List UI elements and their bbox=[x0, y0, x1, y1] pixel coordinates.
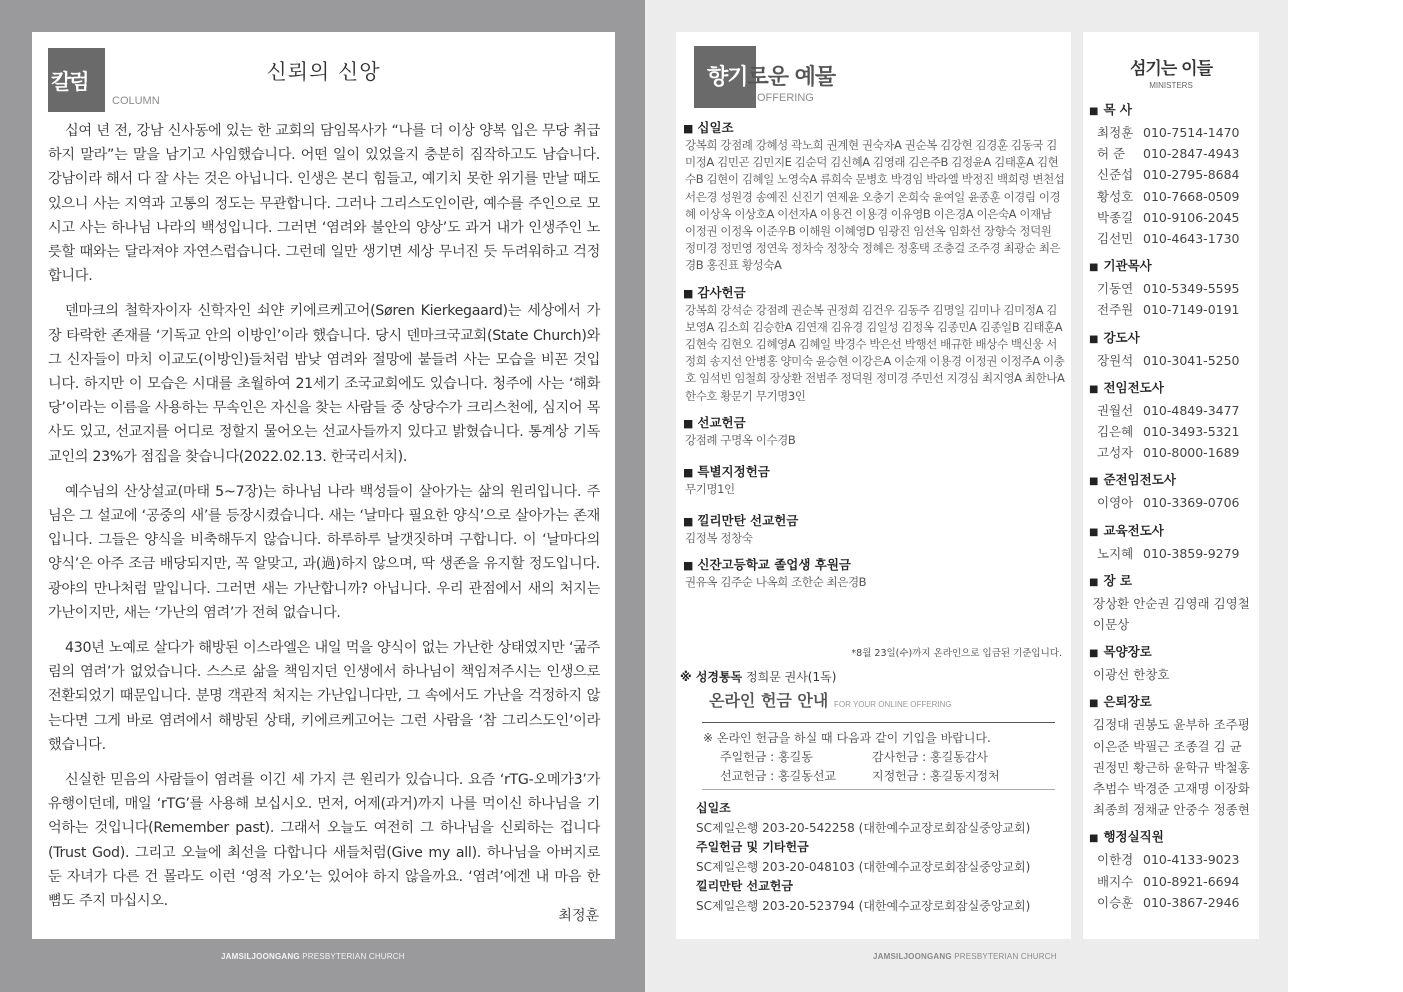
minister-phone: 010-3041-5250 bbox=[1143, 352, 1240, 368]
elder-names: 이광선 한창호 bbox=[1093, 667, 1170, 683]
online-offering-title: 온라인 헌금 안내 bbox=[709, 691, 829, 710]
minister-name: 이한경 bbox=[1097, 852, 1134, 868]
minister-group bbox=[1089, 692, 1255, 820]
section-heading: ■ 선교헌금 bbox=[683, 414, 1065, 432]
minister-row bbox=[1089, 849, 1255, 870]
offering-sub: OFFERING bbox=[757, 92, 814, 104]
minister-group-heading: ■ 목 사 bbox=[1089, 100, 1255, 122]
minister-row bbox=[1089, 143, 1255, 164]
elder-names: 권정민 황근하 윤학규 박철홍 bbox=[1093, 759, 1250, 775]
column-panel bbox=[32, 32, 615, 939]
minister-group bbox=[1089, 100, 1255, 249]
minister-name: 권월선 bbox=[1097, 402, 1134, 418]
format-item: 지정헌금 : 홍길동지정처 bbox=[872, 769, 1000, 783]
minister-phone: 010-2847-4943 bbox=[1143, 146, 1240, 162]
column-paragraph: 덴마크의 철학자이자 신학자인 쇠얀 키에르케고어(Søren Kierkegaard)는 세상에서 가장 타락한 존재를 ‘기독교 안의 이방인’이라 했습니다. 당시 덴마크국교회(State Church)와 그 신자들이 마치 이교도(이방인)들처럼 밤낮 염려와 절망에 붙들려 사는 모습을 비꼰 것입니다. 하지만 이 모습은 시대를 초월하여 21세기 조국교회에도 있습니다. 청주에 사는 ‘해화당’이라는 이름을 사용하는 무속인은 자신을 찾는 사람들 중 상당수가 크리스천에, 심지어 목사도 있고, 선교지를 어디로 정할지 물어오는 선교사들까지 있다고 밝혔습니다. 통계상 기독교인의 23%가 점집을 찾습니다(2022.02.13. 한국리서치). bbox=[48, 303, 600, 465]
ministers-panel bbox=[1083, 32, 1259, 939]
minister-row bbox=[1089, 421, 1255, 442]
format-row bbox=[720, 767, 1024, 786]
minister-row bbox=[1089, 299, 1255, 320]
minister-row bbox=[1089, 122, 1255, 143]
section-names: 권유옥 김주순 나옥희 조한순 최은경B bbox=[685, 575, 867, 590]
minister-group bbox=[1089, 256, 1255, 320]
minister-phone: 010-3369-0706 bbox=[1143, 495, 1240, 511]
format-item: 감사헌금 : 홍길동감사 bbox=[872, 750, 989, 764]
minister-group bbox=[1089, 571, 1255, 635]
footer-right bbox=[873, 952, 1057, 961]
section-heading: ■ 감사헌금 bbox=[683, 284, 1065, 302]
column-author: 최정훈 bbox=[558, 908, 599, 924]
minister-row bbox=[1089, 164, 1255, 185]
page-margin bbox=[1288, 0, 1403, 992]
minister-name: 장원석 bbox=[1097, 352, 1134, 368]
minister-phone: 010-8000-1689 bbox=[1143, 445, 1240, 461]
section-heading: ■ 십일조 bbox=[683, 119, 1065, 137]
minister-phone: 010-8921-6694 bbox=[1143, 873, 1240, 889]
minister-phone: 010-7149-0191 bbox=[1143, 302, 1240, 318]
minister-phone: 010-4643-1730 bbox=[1143, 231, 1240, 247]
minister-group-heading: ■ 교육전도사 bbox=[1089, 521, 1255, 543]
footer-church-suffix: PRESBYTERIAN CHURCH bbox=[299, 952, 405, 961]
offering-section bbox=[683, 556, 1065, 591]
online-intro: ※ 온라인 헌금을 하실 때 다음과 같이 기입을 바랍니다. bbox=[703, 731, 991, 745]
minister-name: 배지수 bbox=[1097, 873, 1134, 889]
minister-row bbox=[1089, 228, 1255, 249]
minister-group-heading: ■ 행정실직원 bbox=[1089, 827, 1255, 849]
footer-church-suffix: PRESBYTERIAN CHURCH bbox=[951, 952, 1057, 961]
minister-group-heading: ■ 준전임전도사 bbox=[1089, 470, 1255, 492]
minister-name: 허 준 bbox=[1097, 146, 1126, 162]
minister-group-heading: ■ 은퇴장로 bbox=[1089, 692, 1255, 714]
column-paragraph: 430년 노예로 살다가 해방된 이스라엘은 내일 먹을 양식이 없는 가난한 상태였지만 ‘굶주림의 염려’가 없었습니다. 스스로 삶을 책임지던 인생에서 하나님이 책임져주시는 인생으로 전환되었기 때문입니다. 분명 객관적 처지는 가난입니다만, 그 속에서도 가난을 걱정하지 않는다면 그게 바로 염려에서 해방된 상태, 키에르케고어는 그런 사람을 ‘참 그리스도인’이라 했습니다. bbox=[48, 640, 600, 753]
minister-phone: 010-7514-1470 bbox=[1143, 125, 1240, 140]
minister-group bbox=[1089, 642, 1255, 685]
column-paragraph: 신실한 믿음의 사람들이 염려를 이긴 세 가지 큰 원리가 있습니다. 요즘 ‘rTG-오메가3’가 유행이던데, 매일 ‘rTG’를 사용해 보십시오. 먼저, 어제(과거)까지 나를 먹이신 하나님을 기억하는 것입니다(Remember past). 그래서 오늘도 여전히 그 하나님을 신뢰하는 겁니다(Trust God). 그리고 오늘에 최선을 다합니다 새들처럼(Give my all). 하나님을 아버지로 둔 자녀가 다른 건 몰라도 이런 ‘영적 가오’는 있어야 하지 않을까요. ‘염려’에겐 내 마음 한 뼘도 주지 마십시오. bbox=[48, 772, 600, 910]
minister-phone: 010-3859-9279 bbox=[1143, 545, 1240, 561]
section-heading: ■ 낄리만탄 선교헌금 bbox=[683, 512, 1065, 530]
minister-group-heading: ■ 목양장로 bbox=[1089, 642, 1255, 664]
section-heading: ■ 신잔고등학교 졸업생 후원금 bbox=[683, 556, 1065, 574]
offering-sections bbox=[683, 119, 1065, 601]
minister-group bbox=[1089, 378, 1255, 464]
minister-group bbox=[1089, 328, 1255, 371]
offering-panel bbox=[676, 32, 1071, 939]
elder-names: 장상환 안순권 김영래 김영철 bbox=[1093, 595, 1250, 611]
elder-names: 이은준 박필근 조종걸 김 균 bbox=[1093, 738, 1242, 754]
bank-label: 낄리만탄 선교헌금 bbox=[696, 879, 793, 893]
minister-row bbox=[1089, 892, 1255, 913]
online-format-grid bbox=[720, 748, 1024, 786]
ministers-list bbox=[1089, 100, 1255, 920]
footer-left bbox=[221, 952, 405, 961]
column-paragraph: 십여 년 전, 강남 신사동에 있는 한 교회의 담임목사가 “나를 더 이상 양복 입은 무당 취급하지 말라”는 말을 남기고 사임했습니다. 어떤 일이 있었을지 충분히 짐작하고도 남습니다. 강남이라 해서 다 잘 사는 것은 아닙니다. 인생은 본디 힘들고, 예기치 못한 위기를 만날 때도 있으니 사는 지역과 고통의 정도는 무관합니다. 그러나 그리스도인이란, 예수를 주인으로 모시고 사는 하나님 나라의 백성입니다. 그러면 ‘염려와 불안의 양상’도 과거 내가 인생주인 노릇할 때와는 달라져야 자연스럽습니다. 그런데 일만 생기면 세상 무너진 듯 두려워하고 걱정합니다. bbox=[48, 123, 600, 285]
minister-name: 신준섭 bbox=[1097, 167, 1134, 183]
minister-group-heading: ■ 전임전도사 bbox=[1089, 378, 1255, 400]
minister-phone: 010-3493-5321 bbox=[1143, 424, 1240, 440]
minister-name: 이승훈 bbox=[1097, 894, 1134, 910]
offering-section bbox=[683, 512, 1065, 547]
minister-phone: 010-9106-2045 bbox=[1143, 209, 1240, 225]
minister-row bbox=[1089, 400, 1255, 421]
divider bbox=[702, 722, 1055, 723]
minister-group-heading: ■ 기관목사 bbox=[1089, 256, 1255, 278]
minister-name: 김선민 bbox=[1097, 231, 1134, 247]
minister-phone: 010-3867-2946 bbox=[1143, 894, 1240, 910]
elder-names: 이문상 bbox=[1093, 617, 1130, 633]
bank-account: SC제일은행 203-20-523794 (대한예수교장로회잠실중앙교회) bbox=[696, 898, 1031, 913]
column-paragraph: 예수님의 산상설교(마태 5~7장)는 하나님 나라 백성들이 살아가는 삶의 원리입니다. 주님은 그 설교에 ‘공중의 새’를 등장시켰습니다. 새는 ‘날마다 필요한 양식’으로 살아가는 존재입니다. 그들은 양식을 비축해두지 않습니다. 하루하루 날갯짓하며 구합니다. 이 ‘날마다의 양식’은 아주 조금 배당되지만, 꼭 알맞고, 과(過)하지 않으며, 딱 생존을 유지할 정도입니다. 광야의 만나처럼 말입니다. 그러면 새는 가난합니까? 아닙니다. 우리 관점에서 새의 처지는 가난이지만, 새는 ‘가난의 염려’가 전혀 없습니다. bbox=[48, 483, 600, 621]
minister-row bbox=[1089, 278, 1255, 299]
minister-phone: 010-4133-9023 bbox=[1143, 852, 1240, 868]
minister-name: 김은혜 bbox=[1097, 424, 1134, 440]
elder-names: 김정대 권봉도 윤부하 조주평 bbox=[1093, 717, 1250, 733]
minister-group-heading: ■ 강도사 bbox=[1089, 328, 1255, 350]
online-offering-sub: FOR YOUR ONLINE OFFERING bbox=[834, 700, 952, 709]
minister-row bbox=[1089, 492, 1255, 513]
offering-section bbox=[683, 284, 1065, 405]
format-row bbox=[720, 748, 1024, 767]
elder-names: 최종희 정채균 안중수 정종현 bbox=[1093, 802, 1250, 818]
footer-church-name: JAMSILJOONGANG bbox=[221, 952, 300, 961]
minister-phone: 010-4849-3477 bbox=[1143, 402, 1240, 418]
minister-group bbox=[1089, 827, 1255, 913]
minister-name: 이영아 bbox=[1097, 495, 1134, 511]
offering-section bbox=[683, 119, 1065, 275]
ministers-title: 섬기는 이들 bbox=[1129, 59, 1213, 79]
minister-name: 전주원 bbox=[1097, 302, 1134, 318]
minister-row bbox=[1089, 350, 1255, 371]
bible-label: ※ 성경통독 bbox=[680, 670, 743, 684]
minister-row bbox=[1089, 442, 1255, 463]
section-heading: ■ 특별지정헌금 bbox=[683, 463, 1065, 481]
offering-section bbox=[683, 414, 1065, 449]
footer-church-name: JAMSILJOONGANG bbox=[873, 952, 952, 961]
offering-section bbox=[683, 463, 1065, 498]
offering-note: *8월 23일(수)까지 온라인으로 입금된 기준입니다. bbox=[851, 648, 1062, 659]
section-names: 김정복 정창숙 bbox=[685, 531, 753, 546]
offering-title-main: 향기 bbox=[707, 65, 748, 90]
offering-title-rest: 로운 예물 bbox=[747, 65, 836, 90]
elder-names: 추범수 박경준 고재명 이장화 bbox=[1093, 781, 1250, 797]
bible-reading bbox=[680, 668, 836, 685]
divider bbox=[702, 789, 1055, 790]
minister-group bbox=[1089, 521, 1255, 564]
minister-name: 황성호 bbox=[1097, 188, 1134, 204]
bank-account: SC제일은행 203-20-542258 (대한예수교장로회잠실중앙교회) bbox=[696, 820, 1031, 835]
bible-value: 정희문 권사(1독) bbox=[742, 670, 837, 684]
section-names: 강복희 강점례 강혜성 곽노희 권계현 권숙자A 권순복 김강현 김경훈 김동국 김미정A 김민곤 김민지E 김순덕 김신혜A 김영래 김은주B 김정윤A 김태훈A 김현수B 김현이 김혜일 노영숙A 류희숙 문병호 박경임 박라엘 박정진 백희령 변천섭 서은경 성원경 송예진 신진기 연제윤 오충기 온희숙 윤여일 윤종훈 이경림 이경혜 이상옥 이상호A 이선자A 이용건 이용경 이유영B 이은경A 이은숙A 이재남 이정권 이정옥 이준우B 이해원 이혜영D 임광진 임선옥 임화선 장향숙 정덕원 정미경 정민영 정연욱 정차숙 정창숙 정혜은 정홍택 조충걸 조주경 최광순 최은경B 홍진표 황성숙A bbox=[685, 138, 1065, 273]
offering-title bbox=[707, 60, 835, 91]
minister-row bbox=[1089, 871, 1255, 892]
minister-row bbox=[1089, 186, 1255, 207]
bank-label: 십일조 bbox=[696, 801, 731, 815]
section-names: 강복희 강석순 강점례 권순복 권정희 김건우 김동주 김명일 김미나 김미정A 김보영A 김소희 김승한A 김연재 김유경 김일성 김정옥 김종민A 김종일B 김태훈A 김현숙 김현오 김혜영A 김혜일 박경수 박은선 박행선 배규한 배상수 백신웅 서정희 송지선 안병홍 양미숙 윤승현 이강은A 이순재 이용경 이정권 이정주A 이충호 임석빈 임철희 장상환 전범주 정덕원 정미경 주민선 지경심 최지영A 최한나A 한수호 황문기 무기명3인 bbox=[685, 302, 1065, 403]
section-names: 강점례 구명옥 이수경B bbox=[685, 432, 796, 447]
minister-name: 노지혜 bbox=[1097, 545, 1134, 561]
minister-phone: 010-5349-5595 bbox=[1143, 281, 1240, 297]
minister-name: 최정훈 bbox=[1097, 125, 1134, 140]
bank-label: 주일헌금 및 기타헌금 bbox=[696, 840, 809, 854]
minister-name: 기동연 bbox=[1097, 281, 1134, 297]
column-body bbox=[48, 119, 600, 924]
minister-group-heading: ■ 장 로 bbox=[1089, 571, 1255, 593]
section-names: 무기명1인 bbox=[685, 482, 735, 497]
minister-name: 박종길 bbox=[1097, 209, 1134, 225]
minister-name: 고성자 bbox=[1097, 445, 1134, 461]
minister-phone: 010-7668-0509 bbox=[1143, 188, 1240, 204]
minister-row bbox=[1089, 543, 1255, 564]
format-item: 주일헌금 : 홍길동 bbox=[720, 750, 813, 764]
ministers-sub: MINISTERS bbox=[1149, 81, 1193, 90]
minister-group bbox=[1089, 470, 1255, 513]
bank-accounts bbox=[696, 799, 1030, 916]
column-tag-sub: COLUMN bbox=[112, 95, 160, 107]
column-tag-label: 칼럼 bbox=[51, 70, 88, 94]
minister-row bbox=[1089, 207, 1255, 228]
bank-account: SC제일은행 203-20-048103 (대한예수교장로회잠실중앙교회) bbox=[696, 859, 1031, 874]
column-title: 신뢰의 신앙 bbox=[266, 60, 381, 84]
minister-phone: 010-2795-8684 bbox=[1143, 167, 1240, 183]
format-item: 선교헌금 : 홍길동선교 bbox=[720, 769, 837, 783]
